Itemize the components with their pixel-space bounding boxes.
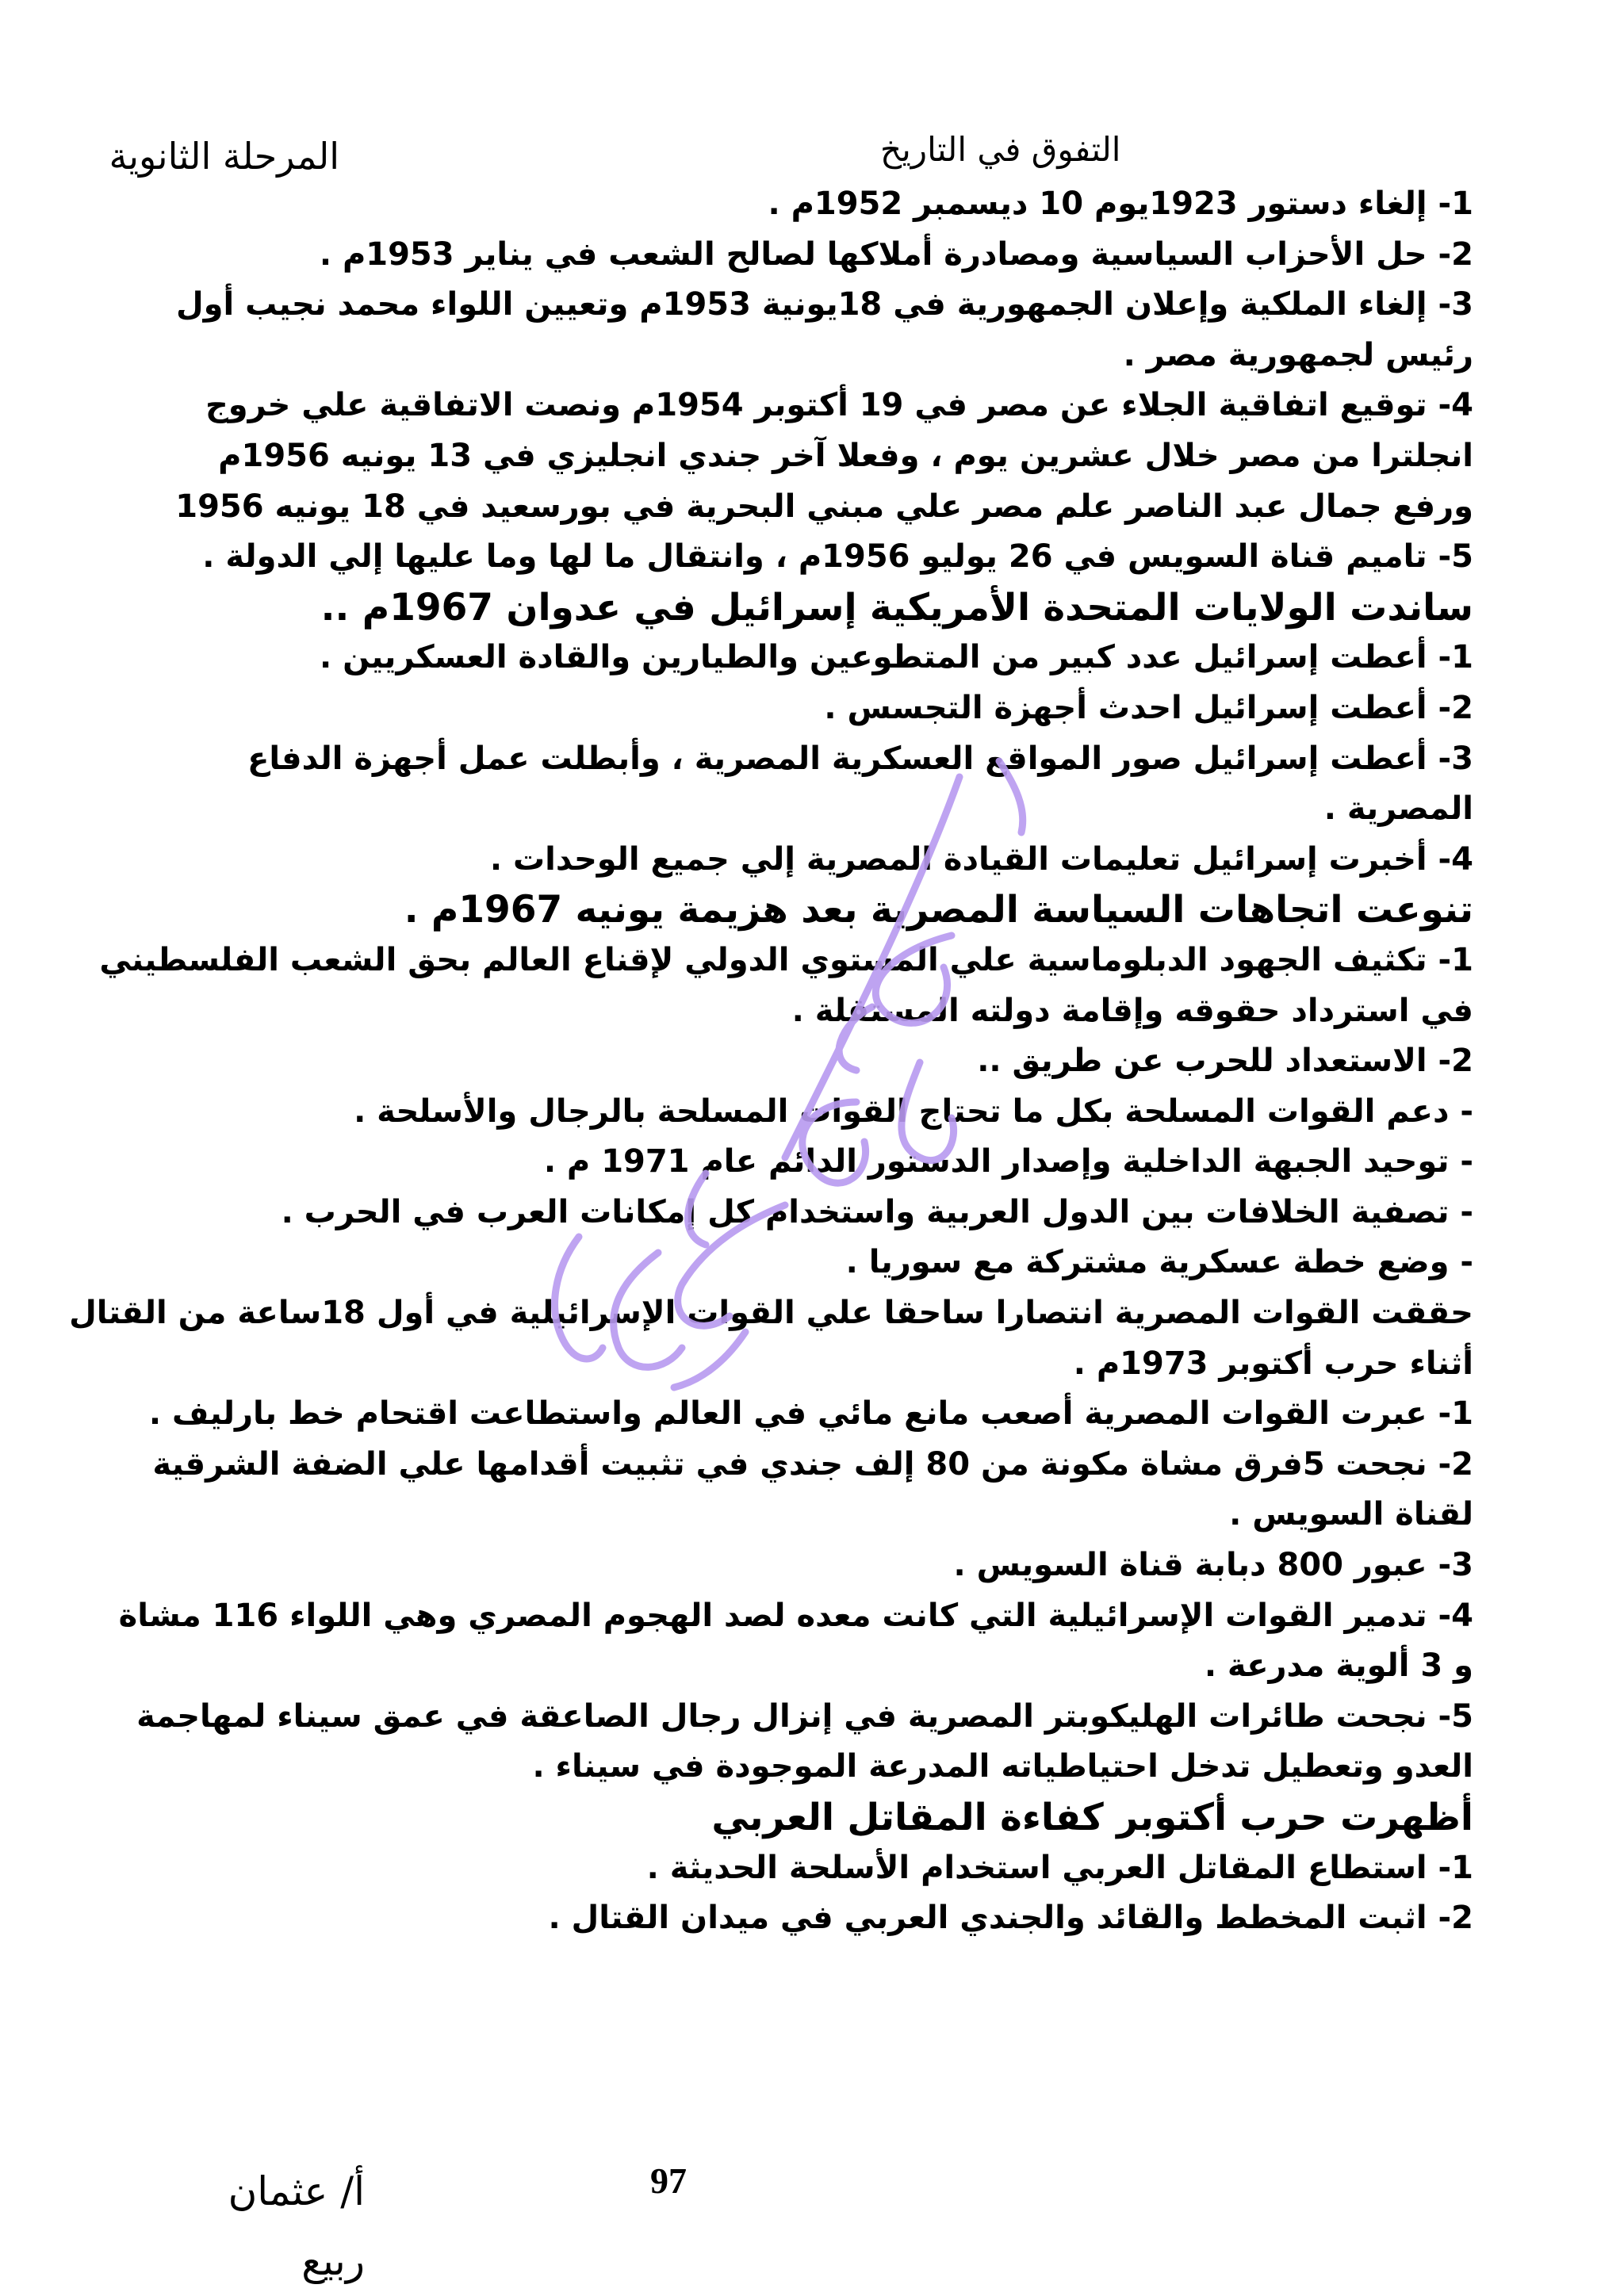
- text-line: 4- تدمير القوات الإسرائيلية التي كانت معده لصد الهجوم المصري وهي اللواء 116 مشاة: [118, 1597, 1473, 1634]
- text-line: 1- عبرت القوات المصرية أصعب مانع مائي في العالم واستطاعت اقتحام خط بارليف .: [148, 1395, 1473, 1433]
- text-line: رئيس لجمهورية مصر .: [1123, 336, 1473, 373]
- text-line: 4- توقيع اتفاقية الجلاء عن مصر في 19 أكتوبر 1954م ونصت الاتفاقية علي خروج: [205, 387, 1473, 424]
- section-heading: أظهرت حرب أكتوبر كفاءة المقاتل العربي: [711, 1796, 1473, 1839]
- text-line: 2- اثبت المخطط والقائد والجندي العربي في ميدان القتال .: [548, 1900, 1473, 1937]
- text-line: العدو وتعطيل تدخل احتياطياته المدرعة الموجودة في سيناء .: [532, 1748, 1473, 1785]
- section-heading: ساندت الولايات المتحدة الأمريكية إسرائيل في عدوان 1967م ..: [320, 585, 1473, 629]
- text-line: 4- أخبرت إسرائيل تعليمات القيادة المصرية إلي جميع الوحدات .: [489, 840, 1473, 878]
- text-line: أثناء حرب أكتوبر 1973م .: [1073, 1345, 1473, 1382]
- author-name-line2: ربيع: [301, 2238, 365, 2284]
- text-line: 2- أعطت إسرائيل احدث أجهزة التجسس .: [824, 689, 1473, 726]
- text-line: 2- حل الأحزاب السياسية ومصادرة أملاكها لصالح الشعب في يناير 1953م .: [319, 235, 1473, 273]
- text-line: 5- نجحت طائرات الهليكوبتر المصرية في إنزال رجال الصاعقة في عمق سيناء لمهاجمة: [136, 1697, 1473, 1735]
- document-body: [69, 179, 1473, 1944]
- text-line: - دعم القوات المسلحة بكل ما تحتاج القوات المسلحة بالرجال والأسلحة .: [354, 1093, 1473, 1130]
- text-line: 1- إلغاء دستور 1923يوم 10 ديسمبر 1952م .: [768, 186, 1473, 222]
- text-line: 1- استطاع المقاتل العربي استخدام الأسلحة الحديثة .: [646, 1849, 1473, 1886]
- page-title: التفوق في التاريخ: [880, 130, 1121, 169]
- text-line: 3- أعطت إسرائيل صور المواقع العسكرية المصرية ، وأبطلت عمل أجهزة الدفاع: [247, 740, 1473, 777]
- text-line: في استرداد حقوقه وإقامة دولته المستقلة .: [791, 992, 1473, 1029]
- text-line: لقناة السويس .: [1229, 1496, 1473, 1533]
- text-line: - وضع خطة عسكرية مشتركة مع سوريا .: [845, 1244, 1473, 1281]
- text-line: و 3 ألوية مدرعة .: [1204, 1647, 1473, 1685]
- text-line: المصرية .: [1323, 790, 1473, 828]
- text-line: حققت القوات المصرية انتصارا ساحقا علي القوات الإسرائيلية في أول 18ساعة من القتال: [69, 1295, 1473, 1332]
- text-line: 5- تاميم قناة السويس في 26 يوليو 1956م ، وانتقال ما لها وما عليها إلي الدولة .: [202, 538, 1473, 576]
- text-line: 1- تكثيف الجهود الدبلوماسية علي المستوي الدولي لإقناع العالم بحق الشعب الفلسطيني: [99, 941, 1473, 978]
- text-line: 3- عبور 800 دبابة قناة السويس .: [953, 1547, 1473, 1584]
- text-line: 2- نجحت 5فرق مشاة مكونة من 80 إلف جندي في تثبيت أقدامها علي الضفة الشرقية: [152, 1445, 1473, 1483]
- text-line: انجلترا من مصر خلال عشرين يوم ، وفعلا آخر جندي انجليزي في 13 يونيه 1956م: [218, 437, 1473, 474]
- text-line: 3- إلغاء الملكية وإعلان الجمهورية في 18يونية 1953م وتعيين اللواء محمد نجيب أول: [175, 286, 1473, 323]
- author-name-line1: أ/ عثمان: [228, 2168, 365, 2214]
- page-number: 97: [650, 2160, 687, 2201]
- stage-label: المرحلة الثانوية: [109, 135, 339, 178]
- text-line: ورفع جمال عبد الناصر علم مصر علي مبني البحرية في بورسعيد في 18 يونيه 1956: [175, 488, 1473, 525]
- text-line: 1- أعطت إسرائيل عدد كبير من المتطوعين والطيارين والقادة العسكريين .: [319, 639, 1473, 676]
- text-line: - توحيد الجبهة الداخلية وإصدار الدستور الدائم عام 1971 م .: [543, 1143, 1473, 1181]
- author-credit: [159, 2156, 365, 2296]
- text-line: - تصفية الخلافات بين الدول العربية واستخدام كل إمكانات العرب في الحرب .: [281, 1193, 1473, 1230]
- text-line: 2- الاستعداد للحرب عن طريق ..: [977, 1043, 1473, 1080]
- section-heading: تنوعت اتجاهات السياسة المصرية بعد هزيمة يونيه 1967م .: [404, 888, 1473, 932]
